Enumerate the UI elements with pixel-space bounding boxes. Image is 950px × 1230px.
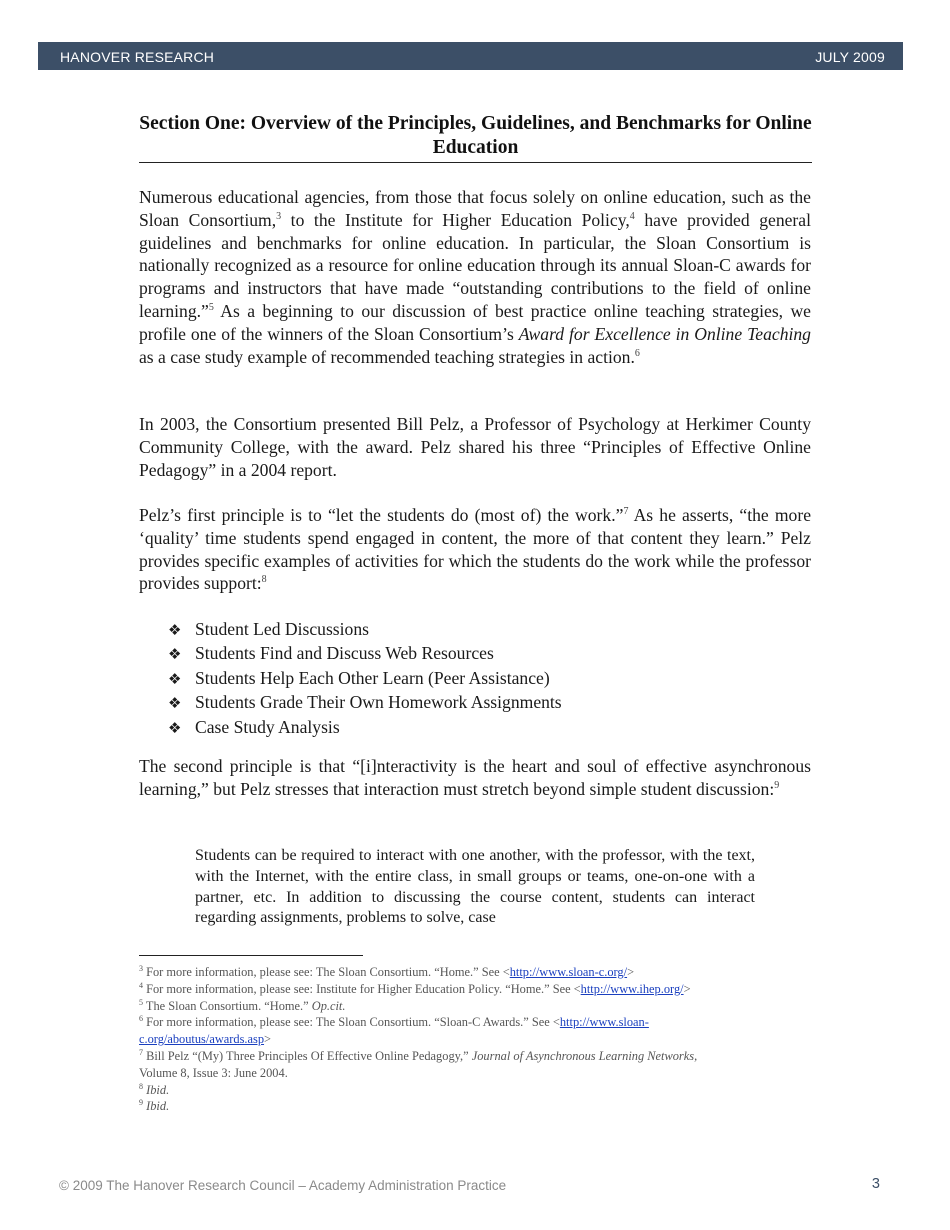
footnote-text: For more information, please see: Institute for Higher Education Policy. “Home.” See < xyxy=(143,981,581,996)
footnote-text: For more information, please see: The Sloan Consortium. “Home.” See < xyxy=(143,965,510,979)
diamond-bullet-icon: ❖ xyxy=(168,718,182,737)
footnote-italic: Ibid. xyxy=(146,1099,170,1114)
diamond-bullet-icon: ❖ xyxy=(168,621,182,639)
footnote-text: > xyxy=(683,981,691,996)
footnote-number: 5 xyxy=(139,997,143,1007)
footnote-text: Volume 8, Issue 3: June 2004. xyxy=(139,1065,288,1080)
footnote-text: > xyxy=(264,1032,272,1047)
footnote-number: 6 xyxy=(139,1014,143,1024)
footnotes xyxy=(139,964,819,1115)
list-item-text: Students Help Each Other Learn (Peer Assistance) xyxy=(195,667,550,688)
footer-copyright: © 2009 The Hanover Research Council – Academy Administration Practice xyxy=(59,1178,507,1193)
footnote-text: > xyxy=(627,965,635,979)
footnote-ref-3: 3 xyxy=(276,210,282,222)
diamond-bullet-icon: ❖ xyxy=(168,694,182,713)
list-item-text: Students Grade Their Own Homework Assignments xyxy=(195,692,562,713)
header-org: HANOVER RESEARCH xyxy=(60,49,215,65)
header-date: JULY 2009 xyxy=(815,49,885,65)
paragraph-pelz-award: In 2003, the Consortium presented Bill Pelz, a Professor of Psychology at Herkimer County Community College, with the award. Pelz shared his three “Principles of Effective Online Pedagogy” in a 2004 report. xyxy=(139,414,811,480)
footnote-3 xyxy=(139,964,819,981)
diamond-bullet-icon: ❖ xyxy=(168,669,182,688)
footnote-number: 4 xyxy=(139,980,143,990)
text-run: Pelz’s first principle is to “let the students do (most of) the work.” xyxy=(139,505,624,525)
list-item xyxy=(168,667,562,691)
list-item xyxy=(168,716,562,740)
text-run: Numerous educational agencies, from those that focus solely on online education, such as the Sloan Consortium, xyxy=(139,187,811,230)
footnote-6 xyxy=(139,1014,819,1048)
footnote-5 xyxy=(139,998,819,1015)
text-run: as a case study example of recommended teaching strategies in action. xyxy=(139,346,635,367)
footnote-italic: Op.cit. xyxy=(311,998,346,1013)
sloan-awards-link[interactable]: http://www.sloan- xyxy=(559,1015,649,1030)
title-divider xyxy=(139,162,812,163)
paragraph-first-principle xyxy=(139,504,811,595)
footnote-ref-5: 5 xyxy=(208,302,214,314)
footnote-7 xyxy=(139,1048,819,1082)
footnote-ref-7: 7 xyxy=(623,506,629,518)
list-item xyxy=(168,618,562,642)
footnote-divider xyxy=(139,955,363,956)
block-quote: Students can be required to interact with one another, with the professor, with the text, with the Internet, with the entire class, in small groups or teams, one-on-one with a partner, etc. In addition to discussing the course content, students can interact regarding assignments, problems to solve, case xyxy=(195,847,755,927)
text-run: The second principle is that “[i]nteractivity is the heart and soul of effective asynchronous learning,” but Pelz stresses that interaction must stretch beyond simple student discussion: xyxy=(139,756,811,799)
activity-list xyxy=(168,618,562,740)
footnote-ref-4: 4 xyxy=(629,210,635,222)
footnote-text: Bill Pelz “(My) Three Principles Of Effective Online Pedagogy,” xyxy=(143,1048,472,1063)
footnote-9 xyxy=(139,1098,819,1115)
footnote-ref-6: 6 xyxy=(634,347,640,359)
paragraph-intro xyxy=(139,186,811,368)
footnote-number: 9 xyxy=(139,1098,143,1108)
text-run: As a beginning to our discussion of best practice online teaching strategies, we profile one of the winners of the Sloan Consortium’s xyxy=(139,300,811,344)
page-number: 3 xyxy=(871,1176,880,1192)
list-item xyxy=(168,642,562,666)
footnote-ref-9: 9 xyxy=(774,779,780,791)
footnote-italic: Journal of Asynchronous Learning Networks, xyxy=(471,1048,698,1063)
header-bar xyxy=(38,42,903,70)
text-run: to the Institute for Higher Education Policy, xyxy=(281,209,630,230)
list-item xyxy=(168,691,562,715)
paragraph-second-principle xyxy=(139,755,811,801)
footnote-number: 7 xyxy=(139,1047,143,1057)
footnote-8 xyxy=(139,1082,819,1099)
text-run: As he asserts, “the more ‘quality’ time students spend engaged in content, the more of that content they learn.” Pelz provides specific examples of activities for which the students do the work while the professor provides support: xyxy=(139,505,812,594)
footnote-text: The Sloan Consortium. “Home.” xyxy=(143,998,312,1013)
award-title: Award for Excellence in Online Teaching xyxy=(518,323,811,344)
text-run: have provided general guidelines and benchmarks for online education. In particular, the Sloan Consortium is nationally recognized as a resource for online education through its annual Sloan-C awards for programs and instructors that have made “outstanding contributions to the field of online learning.” xyxy=(139,209,811,321)
footnote-ref-8: 8 xyxy=(261,574,267,586)
list-item-text: Students Find and Discuss Web Resources xyxy=(195,643,494,664)
sloan-link[interactable]: http://www.sloan-c.org/ xyxy=(509,965,628,979)
list-item-text: Case Study Analysis xyxy=(195,716,340,737)
section-title: Section One: Overview of the Principles, Guidelines, and Benchmarks for Online Education xyxy=(139,113,812,158)
footnote-italic: Ibid. xyxy=(146,1082,170,1097)
diamond-bullet-icon: ❖ xyxy=(168,645,182,664)
footnote-text: For more information, please see: The Sloan Consortium. “Sloan-C Awards.” See < xyxy=(143,1015,560,1030)
footnote-number: 8 xyxy=(139,1081,143,1091)
list-item-text: Student Led Discussions xyxy=(195,619,369,639)
ihep-link[interactable]: http://www.ihep.org/ xyxy=(580,981,684,996)
footnote-number: 3 xyxy=(139,963,143,973)
sloan-awards-link-cont[interactable]: c.org/aboutus/awards.asp xyxy=(139,1032,265,1047)
footnote-4 xyxy=(139,981,819,998)
